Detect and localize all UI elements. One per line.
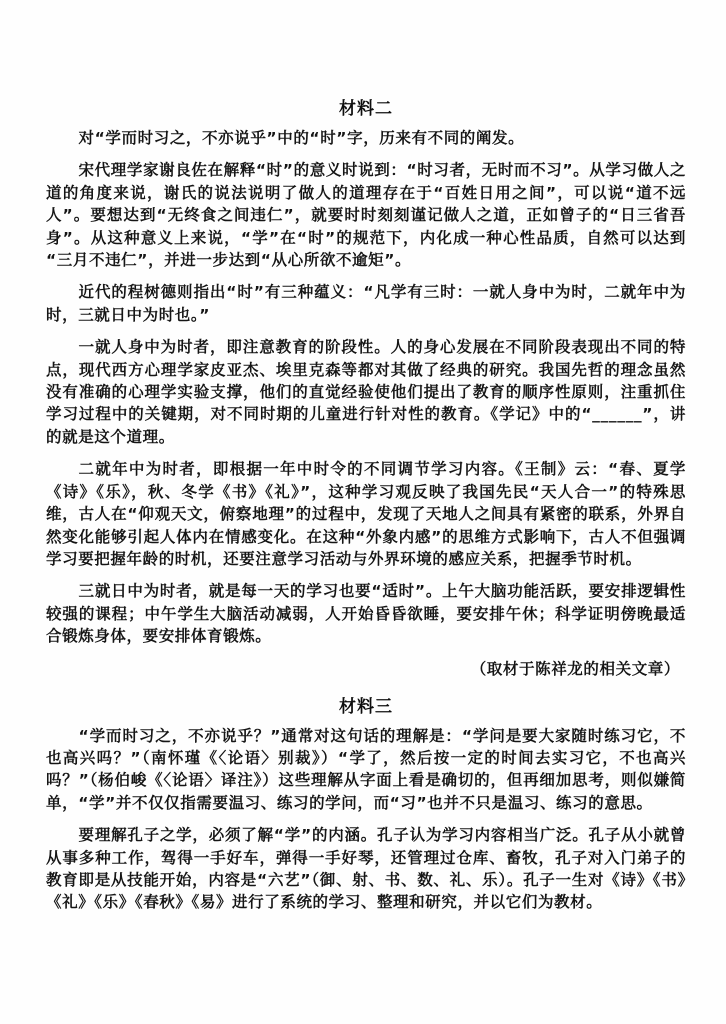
material-three-paragraph-1: “学而时习之，不亦说乎？”通常对这句话的理解是：“学问是要大家随时练习它，不也高兴吗？”（南怀瑾《〈论语〉别裁》）“学了，然后按一定的时间去实习它，不也高兴吗？”（杨伯峻《〈论语〉译注》）这些理解从字面上看是确切的，但再细加思考，则似嫌简单，“学”并不仅仅指需要温习、练习的学问，而“习”也并不只是温习、练习的意思。 [46,726,686,812]
document-content [46,94,686,924]
material-two-paragraph-3: 近代的程树德则指出“时”有三种蕴义：“凡学有三时：一就人身中为时，二就年中为时，三就日中为时也。” [46,283,686,324]
material-three-section [46,692,686,914]
source-attribution: （取材于陈祥龙的相关文章） [470,659,680,678]
material-two-paragraph-6: 三就日中为时者，就是每一天的学习也要“适时”。上午大脑功能活跃，要安排逻辑性较强的课程；中午学生大脑活动减弱，人开始昏昏欲睡，要安排午休；科学证明傍晚最适合锻炼身体，要安排体育锻炼。 [46,582,686,646]
material-three-paragraph-2: 要理解孔子之学，必须了解“学”的内涵。孔子认为学习内容相当广泛。孔子从小就曾从事多种工作，驾得一手好车，弹得一手好琴，还管理过仓库、畜牧，孔子对入门弟子的教育即是从技能开始，内容是“六艺”（御、射、书、数、礼、乐）。孔子一生对《诗》《书》《礼》《乐》《春秋》《易》进行了系统的学习、整理和研究，并以它们为教材。 [46,826,686,912]
material-three-heading: 材料三 [339,696,393,717]
material-two-paragraph-1: 对“学而时习之，不亦说乎”中的“时”字，历来有不同的阐发。 [78,129,525,147]
material-two-paragraph-4: 一就人身中为时者，即注意教育的阶段性。人的身心发展在不同阶段表现出不同的特点，现代西方心理学家皮亚杰、埃里克森等都对其做了经典的研究。我国先哲的理念虽然没有准确的心理学实验支撑，他们的直觉经验使他们提出了教育的顺序性原则，注重抓住学习过程中的关键期，对不同时期的儿童进行针对性的教育。《学记》中的“______”，讲的就是这个道理。 [46,338,686,446]
material-two-section [46,94,686,680]
material-two-paragraph-5: 二就年中为时者，即根据一年中时令的不同调节学习内容。《王制》云：“春、夏学《诗》《乐》，秋、冬学《书》《礼》”，这种学习观反映了我国先民“天人合一”的特殊思维，古人在“仰观天文，俯察地理”的过程中，发现了天地人之间具有紧密的联系，外界自然变化能够引起人体内在情感变化。在这种“外象内感”的思维方式影响下，古人不但强调学习要把握年龄的时机，还要注意学习活动与外界环境的感应关系，把握季节时机。 [46,460,686,568]
material-two-heading: 材料二 [339,99,393,119]
material-two-paragraph-2: 宋代理学家谢良佐在解释“时”的意义时说到：“时习者，无时而不习”。从学习做人之道的角度来说，谢氏的说法说明了做人的道理存在于“百姓日用之间”，可以说“道不远人”。要想达到“无终食之间违仁”，就要时时刻刻谨记做人之道，正如曾子的“日三省吾身”。从这种意义上来说，“学”在“时”的规范下，内化成一种心性品质，自然可以达到“三月不违仁”，并进一步达到“从心所欲不逾矩”。 [46,161,686,270]
